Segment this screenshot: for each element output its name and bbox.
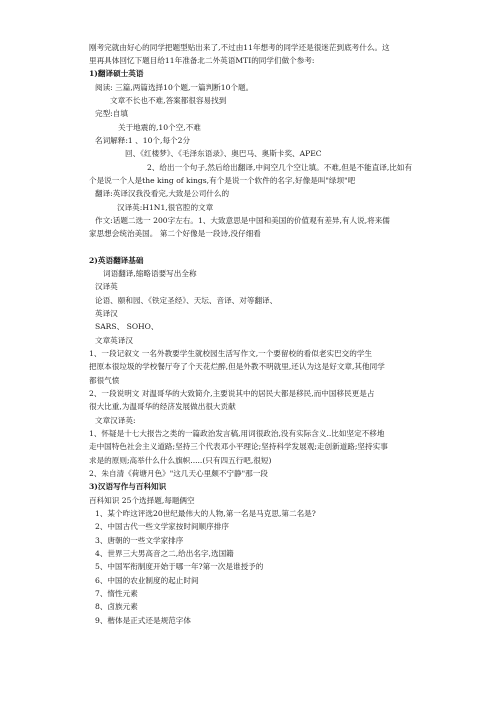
sentence-line-2: 个是说一个人是the king of kings,有个是说一个软件的名字,好像是叫"绿坝"吧	[89, 176, 356, 185]
question-3: 3、唐朝的一些文学家排序	[95, 536, 184, 545]
cloze-line: 完型:自填	[95, 109, 128, 118]
passage-1-line-3: 都很气愤	[89, 376, 120, 385]
essay-line-1: 作文:话题二选一 200字左右。1、大致意思是中国和美国的价值观有差异,有人说,将来儒	[95, 216, 390, 225]
section-heading-1: 1)翻译硕士英语	[89, 69, 144, 78]
section-heading-3: 3)汉语写作与百科知识	[89, 482, 167, 491]
section-heading-2: 2)英语翻译基础	[89, 256, 144, 265]
passage-2-line-2: 很大比重,为温哥华的经济发展做出很大贡献	[89, 402, 236, 411]
translation-line: 翻译:英译汉我没看完,大致是公司什么的	[95, 189, 230, 198]
passage-1-line-1: 1、一段记叙文 一名外教要学生就校园生活写作文,一个要留校的看似老实巴交的学生	[89, 349, 373, 358]
question-9: 9、楷体是正式还是规范字体	[95, 616, 191, 625]
question-4: 4、世界三大男高音之二,给出名字,选国籍	[95, 549, 234, 558]
question-8: 8、卤族元素	[95, 602, 138, 611]
question-2: 2、中国古代一些文学家按时间顺序排序	[95, 522, 229, 531]
c2e-heading: 汉译英	[95, 282, 118, 291]
c2e-terms: 论语、颐和园、《铁定圣经》、天坛、音译、对等翻译、	[95, 296, 278, 305]
vocab-line: 词语翻译,缩略语要写出全称	[103, 269, 197, 278]
essay-line-2: 家思想会统治美国。 第二个好像是一段诗,没仔细看	[89, 229, 261, 238]
question-6: 6、中国的农业制度的起止时间	[95, 576, 199, 585]
terms-list: 回、《红楼梦》、《毛泽东语录》、奥巴马、奥斯卡奖、APEC	[125, 149, 322, 158]
passage-e2c-heading: 文章英译汉	[95, 336, 133, 345]
reading-line: 阅读: 三篇,两篇选择10个题,一篇判断10个题。	[95, 83, 254, 92]
intro-line-1: 刚考完就由好心的同学把题型贴出来了,不过由11年想考的同学还是很迷茫到底考什么。这	[89, 43, 390, 52]
e2c-terms: SARS、 SOHO、	[95, 322, 159, 331]
e2c-heading: 英译汉	[95, 309, 118, 318]
reading-note: 文章不长也不难,答案都很容易找到	[110, 96, 227, 105]
c2e-passage-2: 2、朱自清《荷塘月色》"这几天心里颇不宁静"那一段	[89, 469, 268, 478]
c2e-passage-1-line-1: 1、怀疑是十七大报告之类的一篇政治发言稿,用词很政治,没有实际含义..比如坚定不移地	[89, 429, 385, 438]
question-1: 1、某个昨这评选20世纪最伟大的人物,第一名是马克思,第二名是?	[95, 509, 316, 518]
encyclopedia-heading: 百科知识 25个选择题,每题俩空	[89, 496, 195, 505]
passage-c2e-heading: 文章汉译英:	[95, 416, 136, 425]
cloze-note: 关于地震的,10个空,不难	[118, 123, 201, 132]
sentence-line-1: 2、给出一个句子,然后给出翻译,中间空几个空让填。不难,但是不能直译,比如有	[147, 163, 413, 172]
terms-line: 名词解释:1 、10个,每个2分	[95, 136, 191, 145]
passage-2-line-1: 2、一段说明文 对温哥华的大致简介,主要说其中的居民大都是移民,而中国移民更是占	[89, 389, 375, 398]
c2e-passage-1-line-3: 求是的原则;高举什么什么旗帜.....(只有四五行吧,很短)	[89, 456, 272, 465]
question-7: 7、惰性元素	[95, 589, 138, 598]
passage-1-line-2: 把原本很垃圾的学校餐厅夸了个天花烂醉,但是外教不明就里,还认为这是好文章,其他同学	[89, 362, 385, 371]
c2e-passage-1-line-2: 走中国特色社会主义道路;坚持三个代表邓小平理论;坚持科学发展观;走创新道路;坚持实事	[89, 442, 388, 451]
question-5: 5、中国军衔制度开始于哪一年?第一次是谁授予的	[95, 562, 264, 571]
intro-line-2: 里再具体回忆下题目给11年准备北二外英语MTI的同学们做个参考:	[89, 56, 315, 65]
c2e-line: 汉译英:H1N1,很官腔的文章	[117, 203, 214, 212]
